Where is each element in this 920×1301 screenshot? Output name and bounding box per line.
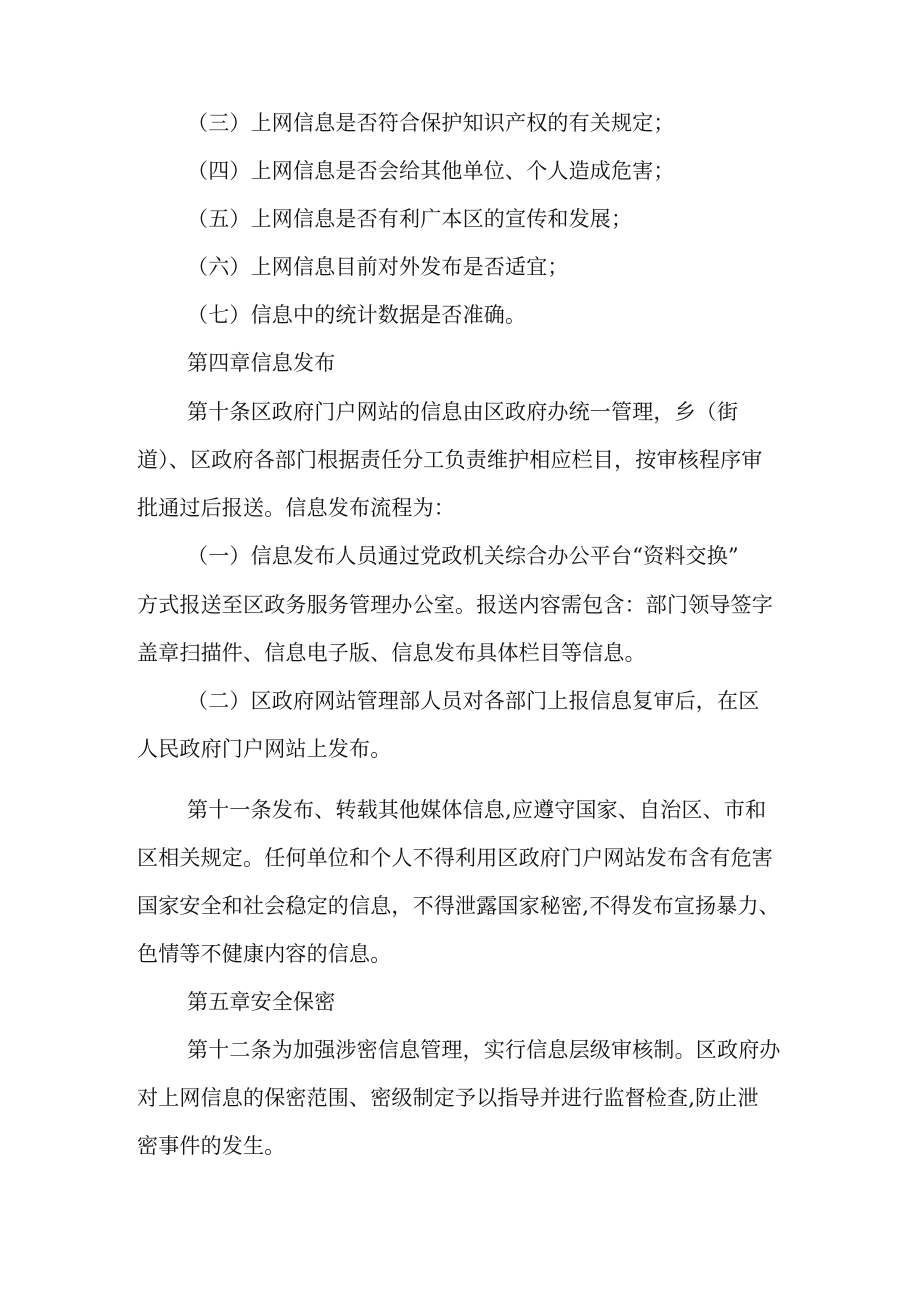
step-1-line: 方式报送至区政务服务管理办公室。报送内容需包含：部门领导签字 [137,593,773,617]
article-10-line: 第十条区政府门户网站的信息由区政府办统一管理，乡（街 [187,400,739,424]
article-12-line: 密事件的发生。 [137,1134,286,1158]
article-11-line: 区相关规定。任何单位和个人不得利用区政府门户网站发布含有危害 [137,846,773,870]
item-3: （三）上网信息是否符合保护知识产权的有关规定； [187,111,675,135]
step-1-line: （一）信息发布人员通过党政机关综合办公平台“资料交换” [187,544,739,568]
article-11-line: 色情等不健康内容的信息。 [137,942,392,966]
article-10-line: 道）、区政府各部门根据责任分工负责维护相应栏目，按审核程序审 [137,448,763,472]
chapter-4-heading: 第四章信息发布 [187,351,336,375]
step-2-line: （二）区政府网站管理部人员对各部门上报信息复审后，在区 [187,689,760,713]
item-7: （七）信息中的统计数据是否准确。 [187,303,527,327]
item-5: （五）上网信息是否有利广本区的宣传和发展； [187,207,633,231]
step-1-line: 盖章扫描件、信息电子版、信息发布具体栏目等信息。 [137,641,646,665]
article-10-line: 批通过后报送。信息发布流程为： [137,496,455,520]
item-6: （六）上网信息目前对外发布是否适宜； [187,255,569,279]
article-12-line: 对上网信息的保密范围、密级制定予以指导并进行监督检查,防止泄 [137,1086,759,1110]
item-4: （四）上网信息是否会给其他单位、个人造成危害； [187,159,675,183]
step-2-line: 人民政府门户网站上发布。 [137,737,392,761]
article-12-line: 第十二条为加强涉密信息管理，实行信息层级审核制。区政府办 [187,1038,781,1062]
article-11-line: 国家安全和社会稳定的信息，不得泄露国家秘密,不得发布宣扬暴力、 [137,894,780,918]
chapter-5-heading: 第五章安全保密 [187,990,336,1014]
article-11-line: 第十一条发布、转载其他媒体信息,应遵守国家、自治区、市和 [187,798,767,822]
